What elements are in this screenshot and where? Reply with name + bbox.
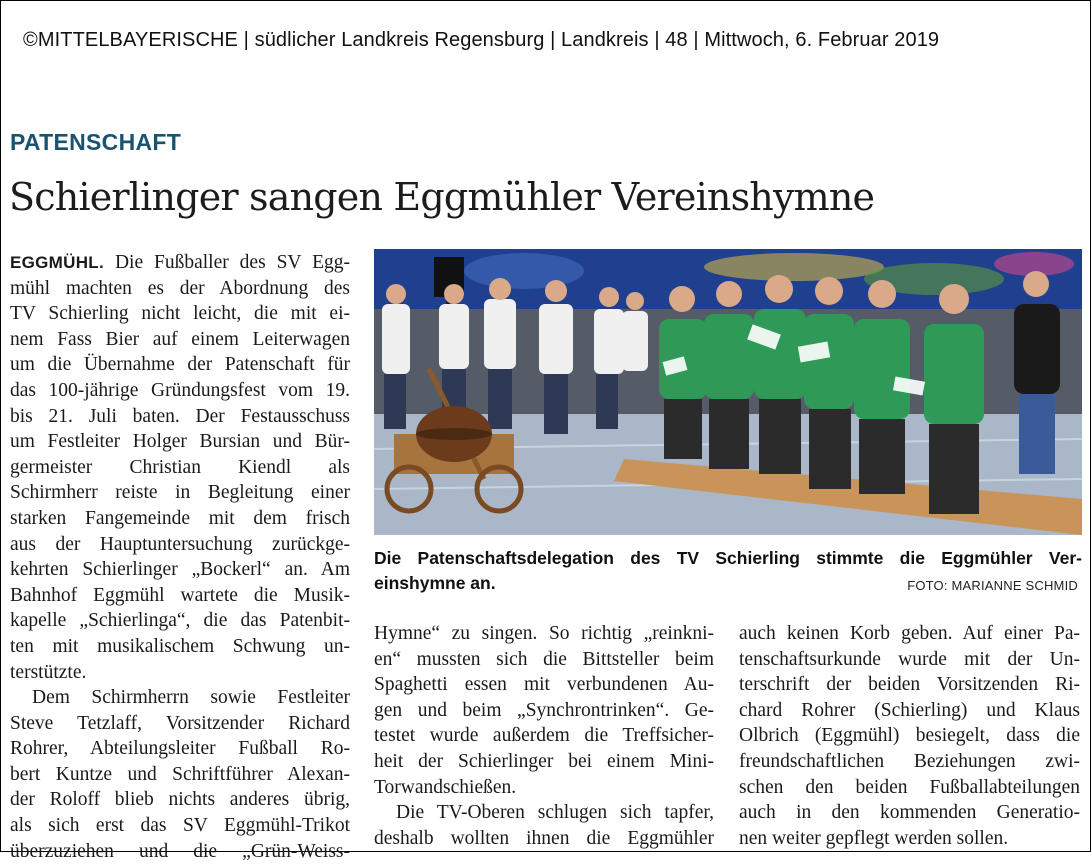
- text-line: starken Fangemeinde mit dem frisch: [10, 507, 350, 529]
- text-line: als sich erst das SV Eggmühl-Trikot: [10, 815, 350, 837]
- text-line: bis 21. Juli baten. Der Festausschuss: [10, 405, 350, 427]
- text-line: aus der Hauptuntersuchung zurückge-: [10, 533, 350, 555]
- article-photo: [374, 249, 1082, 535]
- text-line: auch in den kommenden Generatio-: [739, 802, 1080, 824]
- text-line: Torwandschießen.: [374, 776, 517, 798]
- text-line: heit der Schierlinger bei einem Mini-: [374, 750, 714, 772]
- caption-line: einshymne an.: [374, 573, 496, 593]
- text-line: Steve Tetzlaff, Vorsitzender Richard: [10, 712, 350, 734]
- article-headline: Schierlinger sangen Eggmühler Vereinshymne: [9, 175, 875, 219]
- text-line: tenschaftsurkunde wurde mit der Un-: [739, 648, 1080, 670]
- article-column-1: [10, 250, 350, 864]
- text-line: mühl machten es der Abordnung des: [10, 277, 350, 299]
- text-line: Olbrich (Eggmühl) besiegelt, dass die: [739, 725, 1080, 747]
- text-line: schen den beiden Fußballabteilungen: [739, 776, 1080, 798]
- text-line: chard Rohrer (Schierling) und Klaus: [739, 699, 1080, 721]
- article-kicker: PATENSCHAFT: [10, 129, 182, 155]
- text-line: Hymne“ zu singen. So richtig „reinkni-: [374, 623, 714, 644]
- text-line: bert Kuntze und Schriftführer Alexan-: [10, 763, 350, 785]
- text-line: das 100-jährige Gründungsfest vom 19.: [10, 379, 350, 401]
- text-line: nen weiter gepflegt werden sollen.: [739, 827, 1009, 849]
- text-line: Schirmherr reiste in Begleitung einer: [10, 482, 350, 504]
- text-line: Rohrer, Abteilungsleiter Fußball Ro-: [10, 738, 350, 760]
- text-line: terstützte.: [10, 661, 87, 683]
- text-line: Spaghetti essen mit verbundenen Au-: [374, 674, 714, 696]
- text-line: auch keinen Korb geben. Auf einer Pa-: [739, 623, 1080, 644]
- text-line: germeister Christian Kiendl als: [10, 456, 350, 478]
- article-column-2: [374, 621, 714, 851]
- publication-header: ©MITTELBAYERISCHE | südlicher Landkreis Regensburg | Landkreis | 48 | Mittwoch, 6. Februar 2019: [23, 29, 940, 51]
- text-line: gen und beim „Synchrontrinken“. Ge-: [374, 699, 714, 721]
- text-line: um die Übernahme der Patenschaft für: [10, 354, 350, 376]
- text-line: terschrift der beiden Vorsitzenden Ri-: [739, 674, 1080, 696]
- text-line: Bahnhof Eggmühl wartete die Musik-: [10, 584, 350, 606]
- text-line: kapelle „Schierlinga“, die das Patenbit-: [10, 610, 350, 632]
- caption-line: Die Patenschaftsdelegation des TV Schierling stimmte die Eggmühler Ver-: [374, 548, 1082, 568]
- text-line: Die TV-Oberen schlugen sich tapfer,: [396, 802, 714, 824]
- text-line: kehrten Schierlinger „Bockerl“ an. Am: [10, 559, 350, 581]
- article-column-3: [739, 621, 1080, 851]
- text-line: nem Fass Bier auf einem Leiterwagen: [10, 328, 350, 350]
- text-line: ten mit musikalischem Schwung un-: [10, 635, 350, 657]
- text-line: um Festleiter Holger Bursian und Bür-: [10, 431, 350, 453]
- text-line: EGGMÜHL. Die Fußballer des SV Egg-: [10, 252, 350, 273]
- text-line: TV Schierling nicht leicht, die mit ei-: [10, 303, 350, 325]
- text-line: deshalb wollten ihnen die Eggmühler: [374, 827, 714, 849]
- dateline-location: EGGMÜHL.: [10, 253, 105, 272]
- text-line: testet wurde außerdem die Treffsicher-: [374, 725, 714, 747]
- photo-credit: FOTO: MARIANNE SCHMID: [907, 578, 1078, 593]
- text-line: en“ mussten sich die Bittsteller beim: [374, 648, 714, 670]
- text-line: Dem Schirmherrn sowie Festleiter: [32, 687, 350, 709]
- text-line: freundschaftlichen Beziehungen zwi-: [739, 750, 1080, 772]
- text-line: überzuziehen und die „Grün-Weiss-: [10, 840, 350, 862]
- text-line: der Roloff blieb nichts anderes übrig,: [10, 789, 350, 811]
- photo-illustration: [374, 249, 1082, 535]
